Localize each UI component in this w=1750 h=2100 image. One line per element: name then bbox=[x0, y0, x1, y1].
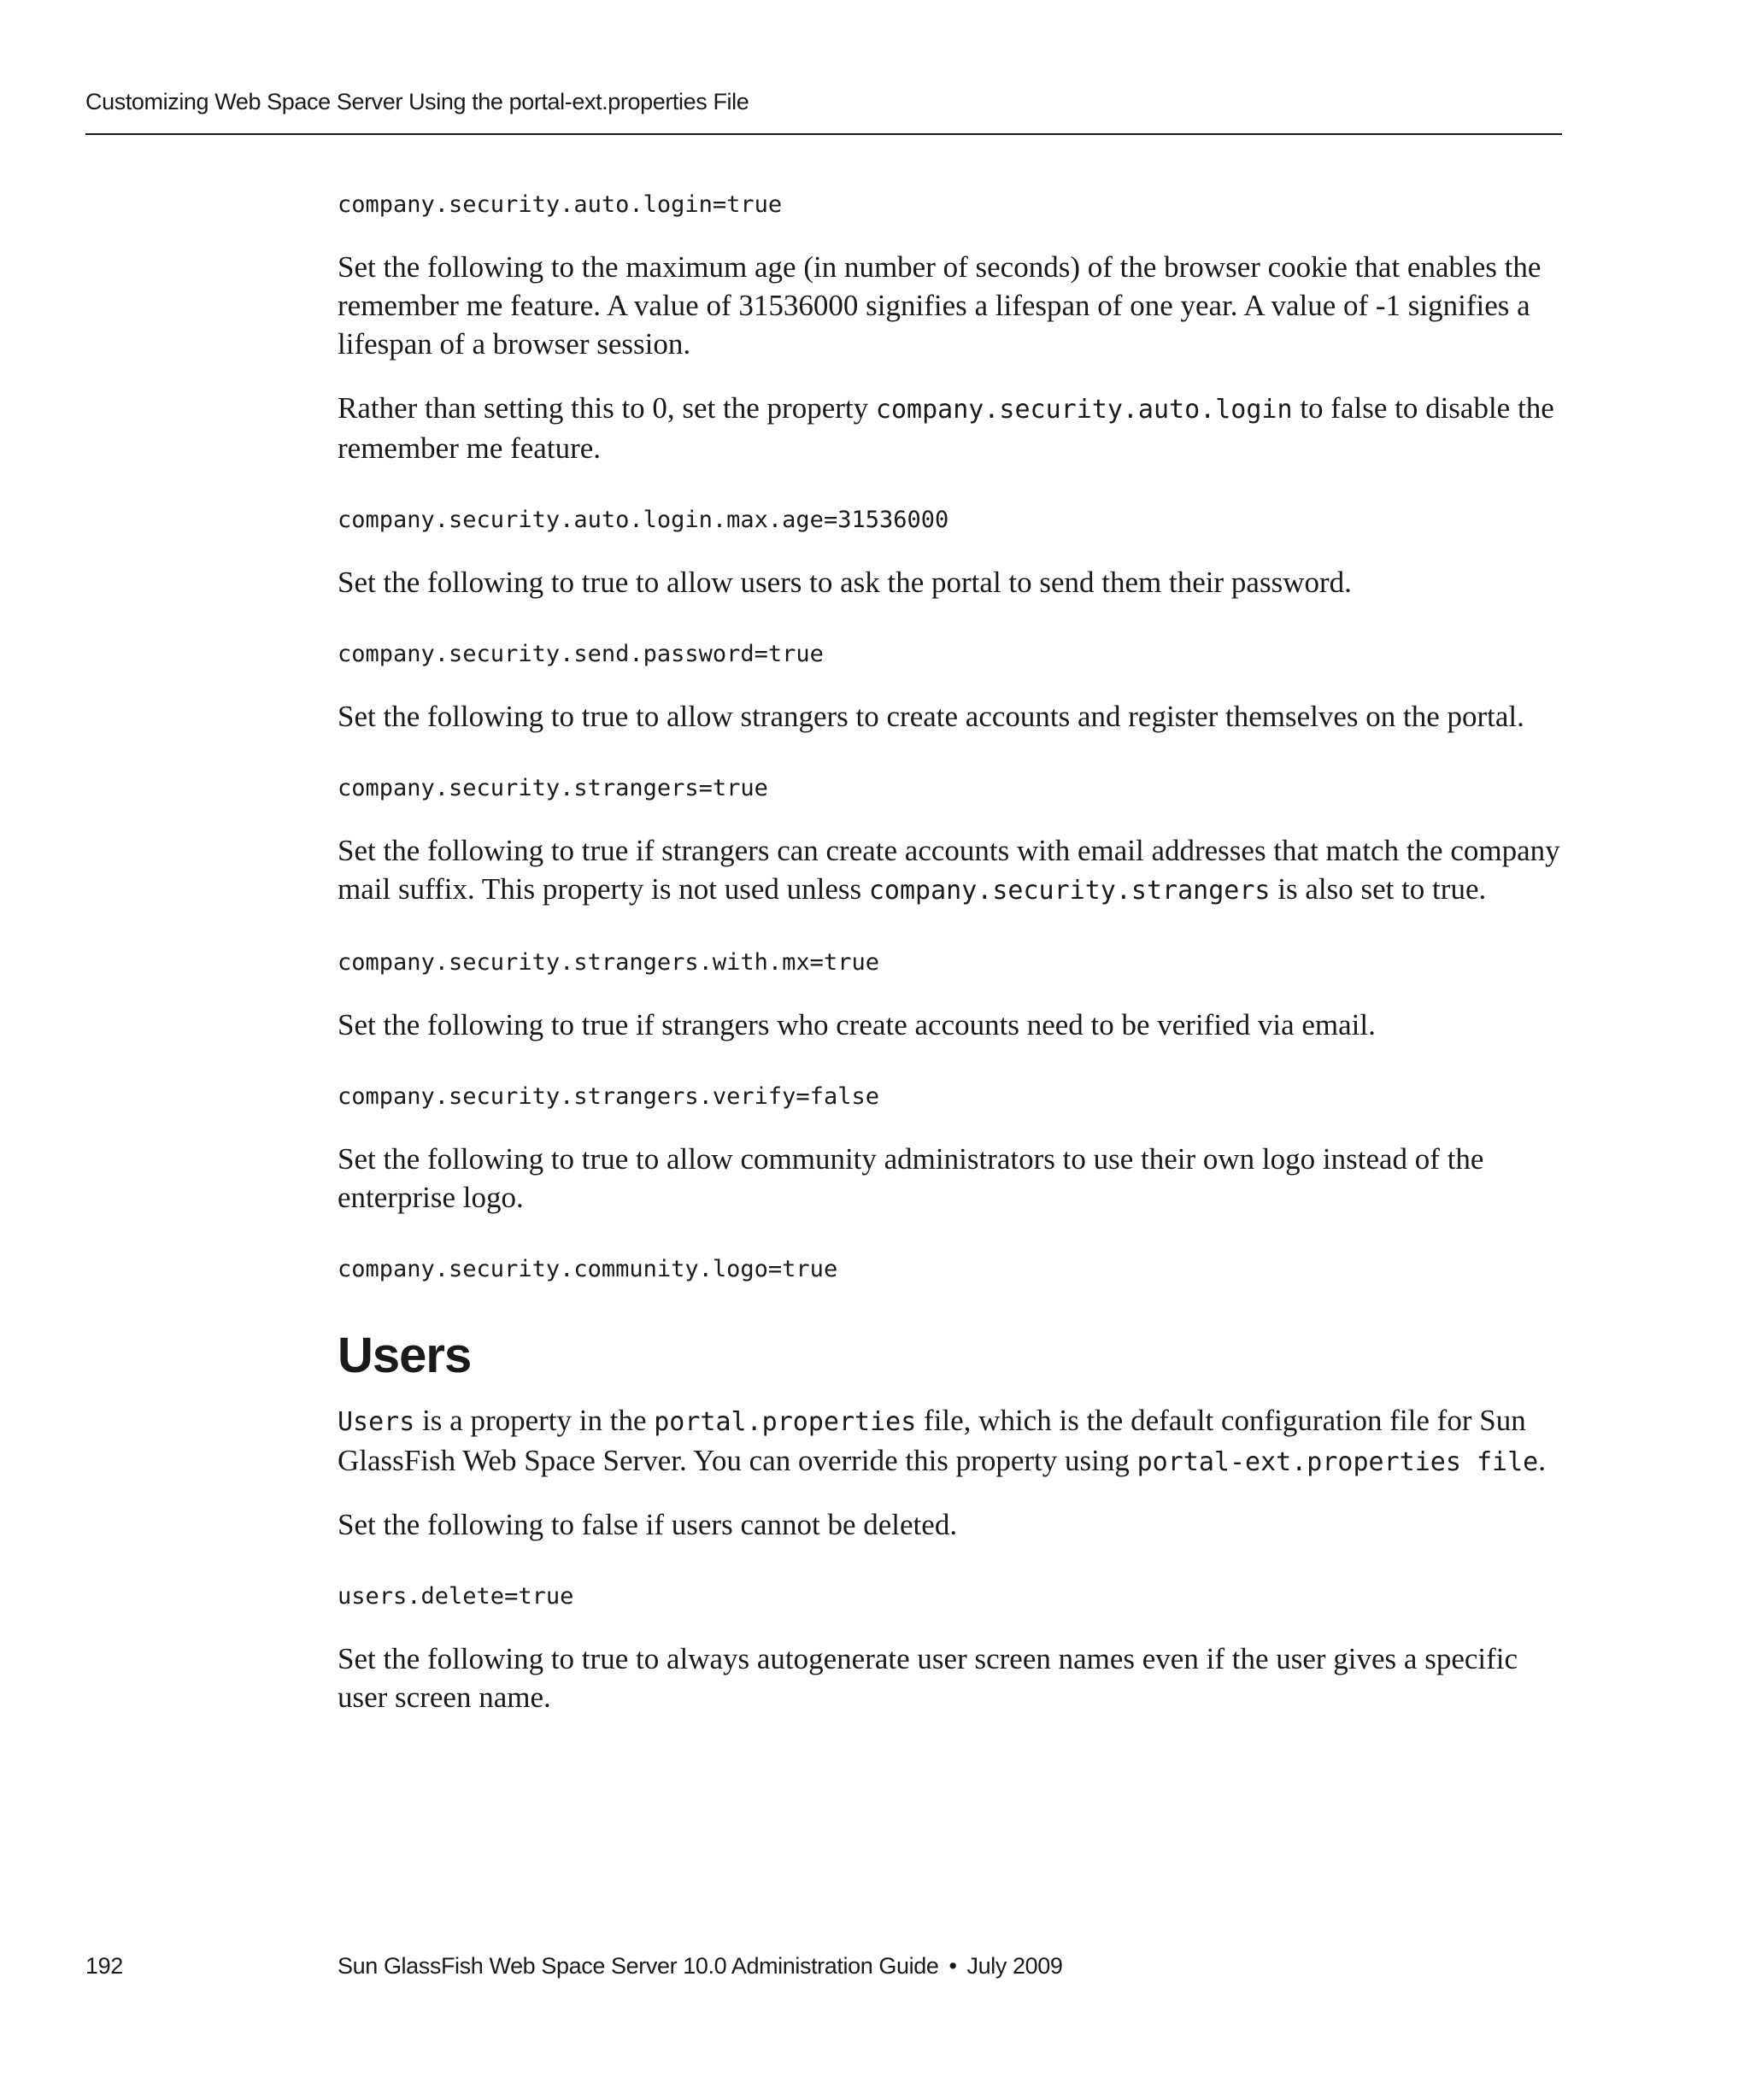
paragraph-send-password: Set the following to true to allow users to ask the portal to send them their password. bbox=[338, 566, 1352, 599]
property-strangers: company.security.strangers=true bbox=[338, 775, 768, 801]
page-content bbox=[338, 186, 1568, 1716]
footer-book-title: Sun GlassFish Web Space Server 10.0 Administration Guide bbox=[338, 1953, 939, 1979]
users-intro-text-2: file, which is the default configuration file for Sun GlassFish Web Space Server. You can override this property using bbox=[338, 1404, 1526, 1477]
paragraph-users-intro bbox=[338, 1401, 1568, 1481]
footer-date: July 2009 bbox=[966, 1953, 1063, 1979]
paragraph-verify: Set the following to true if strangers who create accounts need to be verified via email. bbox=[338, 1008, 1376, 1041]
page-number: 192 bbox=[85, 1953, 123, 1979]
paragraph-rather-text-1: Rather than setting this to 0, set the property bbox=[338, 391, 876, 425]
inline-code-auto-login: company.security.auto.login bbox=[875, 395, 1293, 425]
footer-title-line bbox=[338, 1953, 1063, 1980]
running-footer bbox=[85, 1953, 1562, 1987]
section-heading-users: Users bbox=[338, 1328, 472, 1383]
property-strangers-with-mx: company.security.strangers.with.mx=true bbox=[338, 949, 879, 976]
paragraph-community-logo: Set the following to true to allow community administrators to use their own logo instead of the enterprise logo. bbox=[338, 1142, 1484, 1214]
property-users-delete: users.delete=true bbox=[338, 1583, 574, 1610]
paragraph-strangers: Set the following to true to allow strangers to create accounts and register themselves on the portal. bbox=[338, 700, 1524, 733]
header-rule bbox=[85, 133, 1562, 135]
property-community-logo: company.security.community.logo=true bbox=[338, 1256, 838, 1282]
inline-code-strangers: company.security.strangers bbox=[868, 876, 1271, 906]
inline-code-portal-ext-properties: portal-ext.properties file bbox=[1136, 1447, 1539, 1477]
paragraph-rather-text-2: to false to disable the remember me feature. bbox=[338, 391, 1554, 465]
property-strangers-verify: company.security.strangers.verify=false bbox=[338, 1083, 879, 1110]
users-intro-text-3: . bbox=[1538, 1444, 1546, 1477]
inline-code-portal-properties: portal.properties bbox=[654, 1407, 917, 1437]
property-max-age: company.security.auto.login.max.age=31536000 bbox=[338, 507, 949, 533]
paragraph-mx-text-2: is also set to true. bbox=[1270, 872, 1487, 906]
users-intro-text-1: is a property in the bbox=[414, 1404, 655, 1437]
paragraph-max-age: Set the following to the maximum age (in number of seconds) of the browser cookie that enables the remember me feature. A value of 31536000 signifies a lifespan of one year. A value of -1 signifies a lifespan of a browser session. bbox=[338, 250, 1542, 361]
paragraph-mx-text-1: Set the following to true if strangers can create accounts with email addresses that match the company mail suffix. This property is not used unless bbox=[338, 834, 1560, 906]
paragraph-delete: Set the following to false if users cannot be deleted. bbox=[338, 1508, 958, 1541]
footer-separator: • bbox=[948, 1953, 957, 1979]
paragraph-rather-than bbox=[338, 389, 1568, 467]
property-auto-login: company.security.auto.login=true bbox=[338, 191, 783, 218]
inline-code-users: Users bbox=[338, 1407, 415, 1437]
paragraph-autogenerate: Set the following to true to always autogenerate user screen names even if the user gives a specific user screen name. bbox=[338, 1642, 1518, 1714]
paragraph-strangers-mx bbox=[338, 831, 1568, 910]
property-send-password: company.security.send.password=true bbox=[338, 641, 824, 667]
running-header: Customizing Web Space Server Using the portal-ext.properties File bbox=[85, 89, 749, 114]
